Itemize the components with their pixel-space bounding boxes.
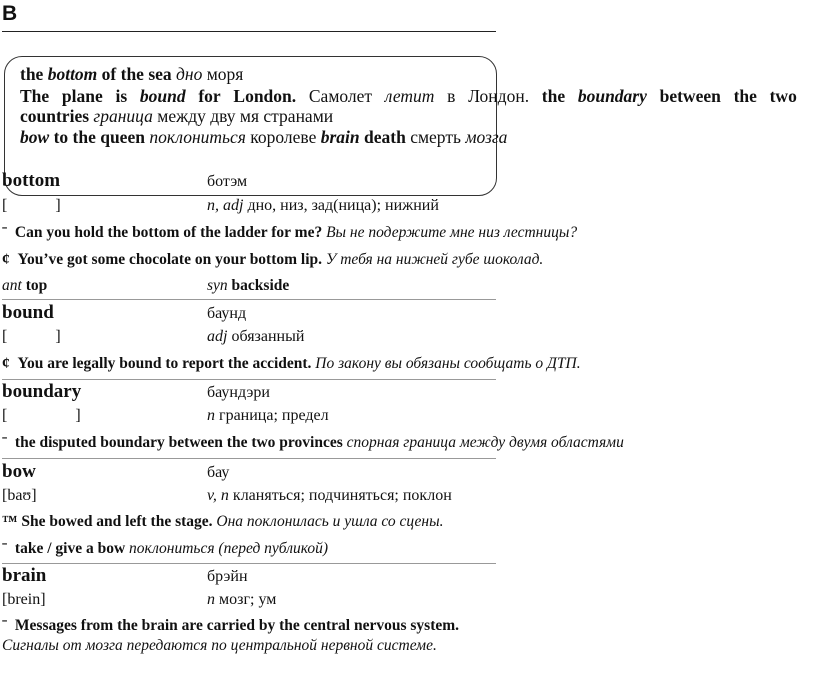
entry-divider bbox=[2, 458, 496, 459]
example-brain-1-translation: Сигналы от мозга передаются по центральной нервной системе. bbox=[2, 637, 437, 654]
entry-divider bbox=[2, 379, 496, 380]
headword-bow: bow bbox=[2, 461, 36, 482]
definition-bow: v, n кланяться; подчиняться; поклон bbox=[207, 487, 452, 504]
transliteration-boundary: баундэри bbox=[207, 384, 270, 401]
definition-brain: n мозг; ум bbox=[207, 591, 277, 608]
box-line-3: countries граница между дву мя странами bbox=[20, 106, 334, 126]
header-divider bbox=[2, 31, 496, 32]
box-line-1: the bottom of the sea дно моря bbox=[20, 64, 244, 84]
ipa-bottom: [ ] bbox=[2, 197, 61, 214]
example-bottom-1: ˉ Can you hold the bottom of the ladder for me? Вы не подержите мне низ лестницы? bbox=[2, 224, 578, 241]
ipa-brain: [brein] bbox=[2, 591, 46, 608]
entry-divider bbox=[2, 299, 496, 300]
example-brain-1: ˉ Messages from the brain are carried by the central nervous system. bbox=[2, 617, 460, 634]
transliteration-bow: бау bbox=[207, 464, 230, 481]
definition-bound: adj обязанный bbox=[207, 328, 305, 345]
definition-boundary: n граница; предел bbox=[207, 407, 329, 424]
example-bow-1: ™ She bowed and left the stage. Она поклонилась и ушла со сцены. bbox=[2, 513, 444, 530]
synonym-bottom: syn backside bbox=[207, 277, 290, 294]
ipa-bow: [baʊ] bbox=[2, 487, 37, 504]
page-title: B bbox=[2, 2, 18, 25]
transliteration-brain: брэйн bbox=[207, 568, 248, 585]
ipa-bound: [ ] bbox=[2, 328, 61, 345]
example-boundary-1: ˉ the disputed boundary between the two provinces спорная граница между двумя областями bbox=[2, 434, 624, 451]
ipa-boundary: [ ] bbox=[2, 407, 81, 424]
headword-bottom: bottom bbox=[2, 170, 61, 191]
example-bound-1: ¢ You are legally bound to report the accident. По закону вы обязаны сообщать о ДТП. bbox=[2, 355, 581, 372]
headword-bound: bound bbox=[2, 302, 54, 323]
transliteration-bound: баунд bbox=[207, 305, 247, 322]
headword-brain: brain bbox=[2, 565, 47, 586]
box-line-4: bow to the queen поклониться королеве brain death смерть мозга bbox=[20, 127, 508, 147]
box-line-2: The plane is bound for London. Самолет летит в Лондон. the boundary between the two bbox=[20, 86, 797, 106]
transliteration-bottom: ботэм bbox=[207, 173, 248, 190]
entry-divider bbox=[2, 563, 496, 564]
definition-bottom: n, adj дно, низ, зад(ница); нижний bbox=[207, 197, 439, 214]
headword-boundary: boundary bbox=[2, 381, 82, 402]
example-bottom-2: ¢ You’ve got some chocolate on your bottom lip. У тебя на нижней губе шоколад. bbox=[2, 251, 544, 268]
antonym-bottom: ant top bbox=[2, 277, 48, 294]
example-bow-2: ˉ take / give a bow поклониться (перед публикой) bbox=[2, 540, 329, 557]
